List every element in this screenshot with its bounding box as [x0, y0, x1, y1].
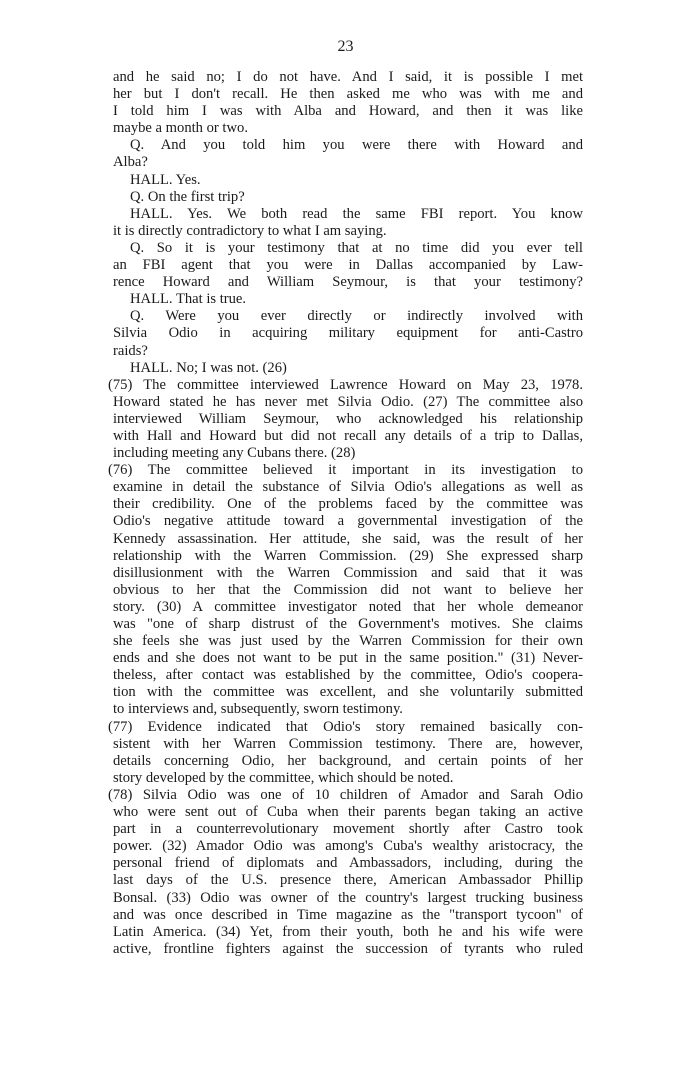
text-line: Q. So it is your testimony that at no time did you ever tell	[130, 239, 583, 256]
text-line: relationship with the Warren Commission. (29) She expressed sharp	[113, 547, 583, 564]
text-line: power. (32) Amador Odio was among's Cuba's wealthy aristocracy, the	[113, 838, 583, 855]
text-line: and was once described in Time magazine as the "transport tycoon" of	[113, 906, 583, 923]
text-line: ends and she does not want to be put in the same position." (31) Never-	[113, 650, 583, 667]
text-line: Bonsal. (33) Odio was owner of the country's largest trucking business	[113, 889, 583, 906]
text-line: (76) The committee believed it important in its investigation to	[108, 462, 583, 479]
text-line: to interviews and, subsequently, sworn testimony.	[113, 701, 403, 718]
text-line: rence Howard and William Seymour, is that your testimony?	[113, 274, 583, 291]
text-line: interviewed William Seymour, who acknowledged his relationship	[113, 410, 583, 427]
text-line: examine in detail the substance of Silvia Odio's allegations as well as	[113, 479, 583, 496]
text-line: (75) The committee interviewed Lawrence Howard on May 23, 1978.	[108, 376, 583, 393]
text-line: HALL. No; I was not. (26)	[130, 359, 287, 376]
text-line: story. (30) A committee investigator noted that her whole demeanor	[113, 598, 583, 615]
text-line: an FBI agent that you were in Dallas accompanied by Law-	[113, 257, 583, 274]
text-line: she feels she was just used by the Warren Commission for their own	[113, 633, 583, 650]
text-line: raids?	[113, 342, 148, 359]
text-line: and he said no; I do not have. And I said, it is possible I met	[113, 69, 583, 85]
text-line: her but I don't recall. He then asked me who was with me and	[113, 86, 583, 103]
text-line: maybe a month or two.	[113, 120, 248, 137]
text-line: last days of the U.S. presence there, American Ambassador Phillip	[113, 872, 583, 889]
text-line: active, frontline fighters against the succession of tyrants who ruled	[113, 940, 583, 957]
text-line: disillusionment with the Warren Commission and said that it was	[113, 564, 583, 581]
text-line: tion with the committee was excellent, and she voluntarily submitted	[113, 684, 583, 701]
page-number: 23	[337, 38, 354, 55]
document-body	[108, 69, 583, 958]
text-line: I told him I was with Alba and Howard, and then it was like	[113, 103, 583, 120]
text-line: Q. Were you ever directly or indirectly involved with	[130, 308, 583, 325]
text-line: was "one of sharp distrust of the Government's motives. She claims	[113, 616, 583, 632]
text-line: Latin America. (34) Yet, from their youth, both he and his wife were	[113, 923, 583, 940]
text-line: who were sent out of Cuba when their parents began taking an active	[113, 804, 583, 821]
text-line: part in a counterrevolutionary movement shortly after Castro took	[113, 821, 583, 838]
text-line: theless, after contact was established by the committee, Odio's coopera-	[113, 667, 583, 684]
text-line: including meeting any Cubans there. (28)	[113, 445, 356, 462]
text-line: HALL. Yes.	[130, 171, 201, 188]
text-line: Odio's negative attitude toward a governmental investigation of the	[113, 513, 583, 530]
text-line: Q. And you told him you were there with Howard and	[130, 137, 583, 154]
text-line: story developed by the committee, which should be noted.	[113, 769, 454, 786]
text-line: Kennedy assassination. Her attitude, she said, was the result of her	[113, 530, 583, 547]
text-line: obvious to her that the Commission did not want to believe her	[113, 581, 583, 598]
text-line: Silvia Odio in acquiring military equipment for anti-Castro	[113, 325, 583, 342]
text-line: (77) Evidence indicated that Odio's story remained basically con-	[108, 718, 583, 735]
text-line: it is directly contradictory to what I am saying.	[113, 222, 387, 239]
text-line: with Hall and Howard but did not recall any details of a trip to Dallas,	[113, 427, 583, 444]
text-line: (78) Silvia Odio was one of 10 children of Amador and Sarah Odio	[108, 786, 583, 803]
text-line: HALL. Yes. We both read the same FBI report. You know	[130, 205, 583, 222]
text-line: personal friend of diplomats and Ambassadors, including, during the	[113, 855, 583, 872]
text-line: sistent with her Warren Commission testimony. There are, however,	[113, 735, 583, 752]
text-line: Alba?	[113, 154, 148, 171]
text-line: Q. On the first trip?	[130, 188, 245, 205]
text-line: their credibility. One of the problems faced by the committee was	[113, 496, 583, 513]
text-line: details concerning Odio, her background, and certain points of her	[113, 752, 583, 769]
text-line: Howard stated he has never met Silvia Odio. (27) The committee also	[113, 393, 583, 410]
text-line: HALL. That is true.	[130, 291, 247, 308]
